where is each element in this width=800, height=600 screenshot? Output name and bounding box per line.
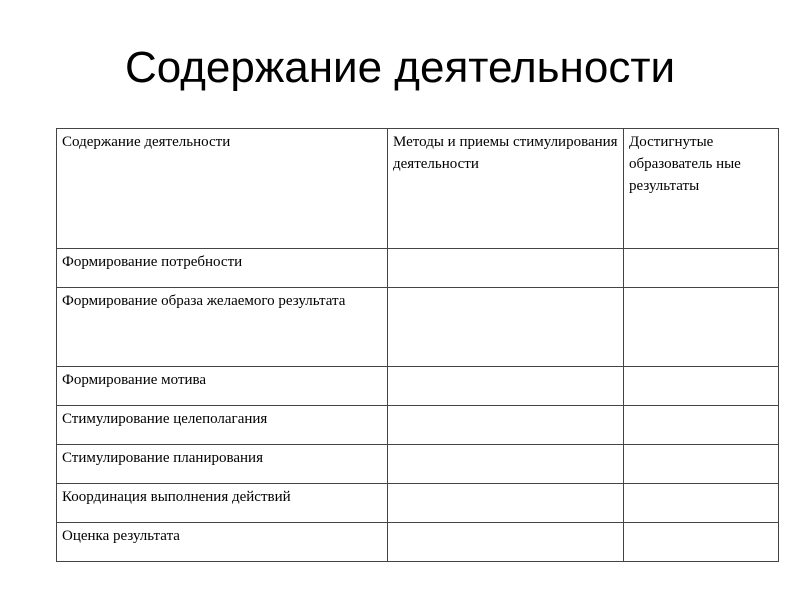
table-row [57,367,779,406]
table-row [57,523,779,562]
table-row [57,406,779,445]
cell-methods [388,367,624,406]
table-row [57,249,779,288]
cell-content: Оценка результата [57,523,388,562]
cell-results [624,367,779,406]
cell-methods [388,484,624,523]
slide-title: Содержание деятельности [124,43,676,92]
activity-table [56,128,779,562]
cell-content: Стимулирование целеполагания [57,406,388,445]
table-header-row [57,129,779,249]
table-row [57,484,779,523]
cell-content: Формирование потребности [57,249,388,288]
cell-content: Стимулирование планирования [57,445,388,484]
cell-results [624,249,779,288]
cell-results [624,445,779,484]
cell-results [624,288,779,367]
cell-methods [388,445,624,484]
cell-content: Координация выполнения действий [57,484,388,523]
cell-content: Формирование мотива [57,367,388,406]
cell-results [624,406,779,445]
header-methods: Методы и приемы стимулирования деятельности [388,129,624,249]
cell-results [624,484,779,523]
table-row [57,288,779,367]
cell-methods [388,249,624,288]
cell-methods [388,523,624,562]
header-content: Содержание деятельности [57,129,388,249]
cell-methods [388,406,624,445]
cell-content: Формирование образа желаемого результата [57,288,388,367]
cell-methods [388,288,624,367]
table-row [57,445,779,484]
cell-results [624,523,779,562]
header-results: Достигнутые образователь ные результаты [624,129,779,249]
